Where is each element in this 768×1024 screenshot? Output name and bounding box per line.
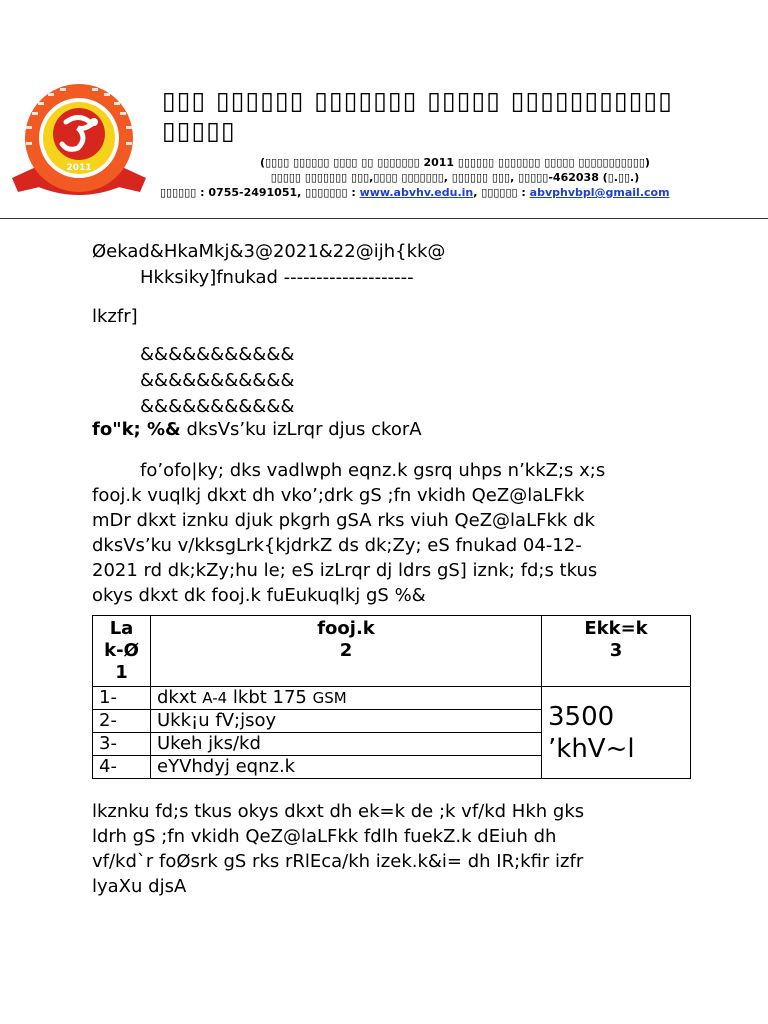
website-link[interactable]: www.abvhv.edu.in: [359, 186, 474, 199]
quantity-value: 3500: [548, 701, 615, 732]
institution-name: ▯▯▯ ▯▯▯▯▯▯ ▯▯▯▯▯▯▯ ▯▯▯▯▯ ▯▯▯▯▯▯▯▯▯▯▯ ▯▯▯▯▯: [162, 86, 674, 145]
salutation-to: lkzfr]: [92, 306, 138, 327]
addressee-line-1: &&&&&&&&&&&: [140, 344, 295, 365]
para2-line-2: ldrh gS ;fn vkidh QeZ@laLFkk fdlh fuekZ.k dEiuh dh: [92, 826, 557, 847]
header-serial-l1: La: [109, 618, 134, 639]
row-description: Ukeh jks/kd: [151, 733, 542, 756]
para1-line-4: dksVs’ku v/kksgLrk{kjdrkZ ds dk;Zy; eS fnukad 04-12-: [92, 535, 582, 556]
para2-line-1: lkznku fd;s tkus okys dkxt dh ek=k de ;k vf/kd Hkh gks: [92, 801, 585, 822]
table-row: [93, 687, 691, 710]
contact-line: [160, 186, 760, 200]
reference-number: Øekad&HkaMkj&3@2021&22@ijh{kk@: [92, 241, 446, 262]
header-serial-l3: 1: [115, 662, 128, 683]
quantity-cell: [542, 687, 691, 779]
para1-line-2: fooj.k vuqlkj dkxt dh vko’;drk gS ;fn vkidh QeZ@laLFkk: [92, 485, 585, 506]
row-description: Ukk¡u fV;jsoy: [151, 710, 542, 733]
row-description: dkxt A-4 lkbt 175 GSM: [151, 687, 542, 710]
header-serial-l2: k-Ø: [104, 640, 139, 661]
row-serial: 2-: [93, 710, 151, 733]
subject-label: fo"k; %&: [92, 419, 181, 440]
header-qty-l1: Ekk=k: [584, 618, 648, 639]
email-link[interactable]: abvphvbpl@gmail.com: [529, 186, 670, 199]
para2-line-4: lyaXu djsA: [92, 876, 187, 897]
header-serial: [93, 616, 151, 687]
para2-line-3: vf/kd`r foØsrk gS rks rRlEca/kh izek.k&i= dh IR;kfir izfr: [92, 851, 584, 872]
header-quantity: [542, 616, 691, 687]
logo-year: 2011: [66, 163, 92, 173]
email-label: , ▯▯▯▯▯▯ :: [473, 186, 530, 199]
row-serial: 3-: [93, 733, 151, 756]
address-line-2: ▯▯▯▯▯ ▯▯▯▯▯▯▯ ▯▯▯,▯▯▯▯ ▯▯▯▯▯▯▯, ▯▯▯▯▯▯ ▯▯▯, ▯▯▯▯▯-462038 (▯.▯▯.): [270, 171, 640, 184]
phone-label: ▯▯▯▯▯▯ :: [160, 186, 209, 199]
header-desc-l1: fooj.k: [317, 618, 375, 639]
para1-line-6: okys dkxt dk fooj.k fuEukuqlkj gS %&: [92, 585, 426, 606]
address-line-1: (▯▯▯▯ ▯▯▯▯▯▯ ▯▯▯▯ ▯▯ ▯▯▯▯▯▯▯ 2011 ▯▯▯▯▯▯ ▯▯▯▯▯▯▯ ▯▯▯▯▯ ▯▯▯▯▯▯▯▯▯▯▯): [260, 156, 650, 169]
phone-number: 0755-2491051,: [208, 186, 302, 199]
table-header-row: [93, 616, 691, 687]
addressee-line-3: &&&&&&&&&&&: [140, 396, 295, 417]
row-serial: 1-: [93, 687, 151, 710]
row-description: eYVhdyj eqnz.k: [151, 756, 542, 779]
university-logo: [8, 82, 150, 200]
para1-line-3: mDr dkxt iznku djuk pkgrh gSA rks viuh QeZ@laLFkk dk: [92, 510, 595, 531]
para1-line-1: fo’ofo|ky; dks vadlwph eqnz.k gsrq uhps n’kkZ;s x;s: [140, 460, 606, 481]
row-serial: 4-: [93, 756, 151, 779]
quantity-unit: ’khV~l: [548, 733, 635, 764]
letterhead-divider: [0, 218, 768, 219]
addressee-line-2: &&&&&&&&&&&: [140, 370, 295, 391]
items-table: [92, 615, 691, 779]
para1-line-5: 2021 rd dk;kZy;hu le; eS izLrqr dj ldrs gS] iznk; fd;s tkus: [92, 560, 598, 581]
header-description: [151, 616, 542, 687]
date-line: Hkksiky]fnukad --------------------: [140, 267, 414, 288]
header-qty-l2: 3: [609, 640, 623, 661]
header-desc-l2: 2: [339, 640, 353, 661]
website-label: ▯▯▯▯▯▯▯ :: [301, 186, 360, 199]
subject-line: [92, 417, 422, 442]
subject-text: dksVs’ku izLrqr djus ckorA: [180, 419, 422, 440]
